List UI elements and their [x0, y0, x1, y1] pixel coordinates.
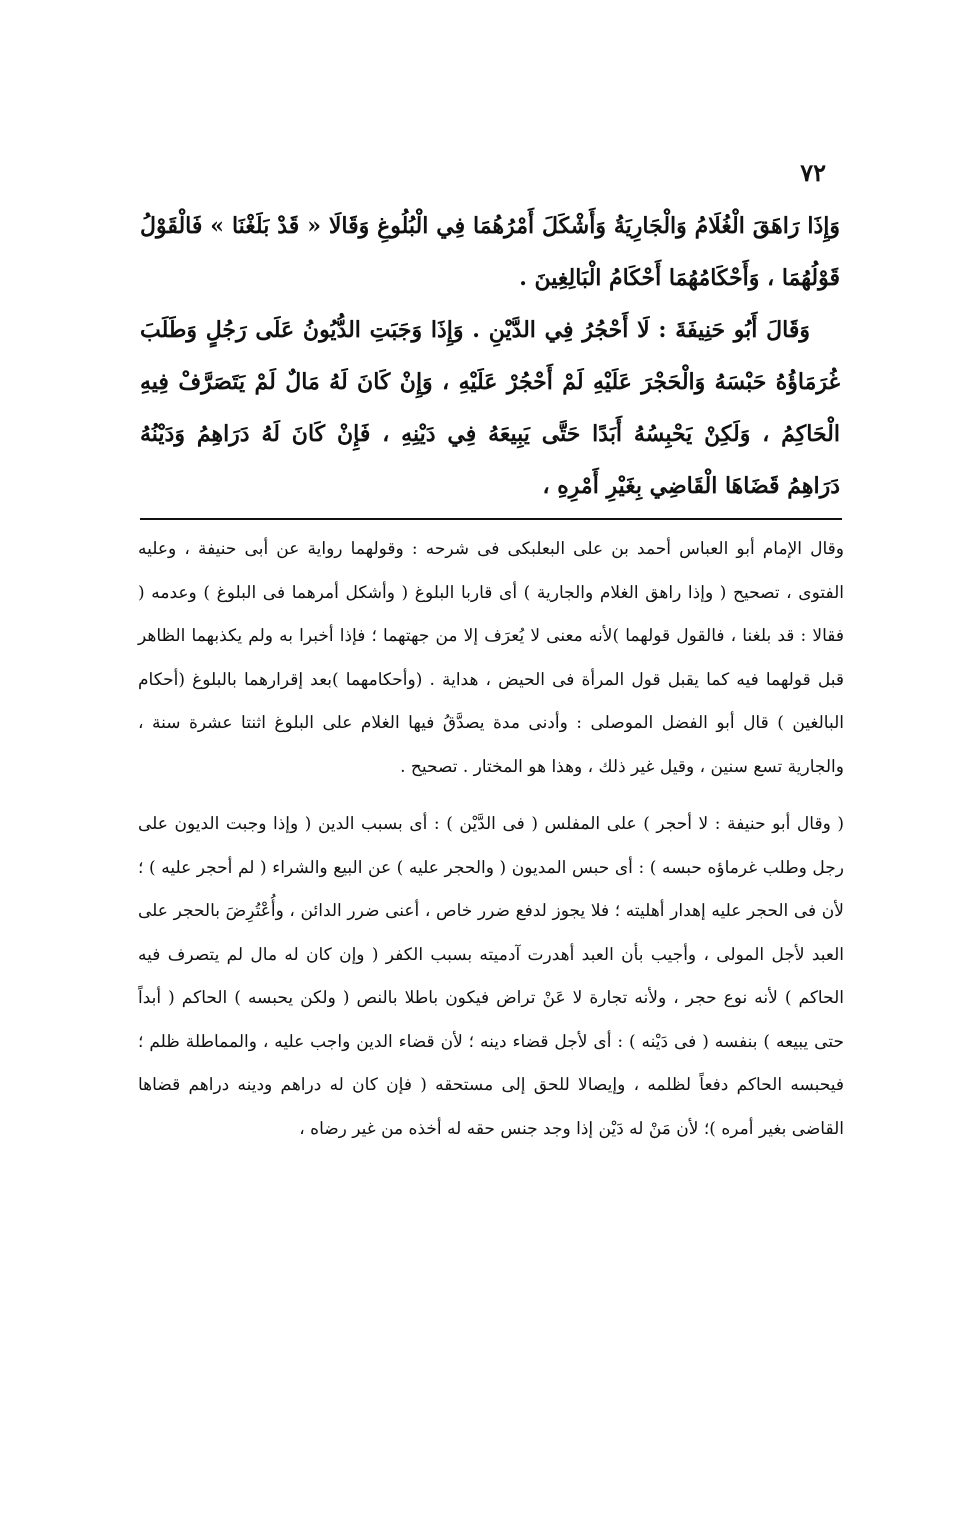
commentary-paragraph: وقال الإمام أبو العباس أحمد بن على البعلبكى فى شرحه : وقولهما رواية عن أبى حنيفة ، وعليه الفتوى ، تصحيح ( وإذا راهق الغلام والجارية ) أى قاربا البلوغ ( وأشكل أمرهما فى البلوغ ) وعدمه ( فقالا : قد بلغنا ، فالقول قولهما )لأنه معنى لا يُعرَف إلا من جهتهما ؛ فإذا أخبرا به ولم يكذبهما الظاهر قبل قولهما فيه كما يقبل قول المرأة فى الحيض ، هداية . (وأحكامهما )بعد إقرارهما بالبلوغ (أحكام البالغين ) قال أبو الفضل الموصلى : وأدنى مدة يصدَّقُ فيها الغلام على البلوغ اثنتا عشرة سنة ، والجارية تسع سنين ، وقيل غير ذلك ، وهذا هو المختار . تصحيح .: [138, 539, 845, 777]
commentary-paragraph: ( وقال أبو حنيفة : لا أحجر ) على المفلس ( فى الدَّيْن ) : أى بسبب الدين ( وإذا وجبت الديون على رجل وطلب غرماؤه حبسه ) : أى حبس المديون ( والحجر عليه ) عن البيع والشراء ( لم أحجر عليه ) ؛ لأن فى الحجر عليه إهدار أهليته ؛ فلا يجوز لدفع ضرر خاص ، أعنى ضرر الدائن ، وأُعْتُرِضَ بالحجر على العبد لأجل المولى ، وأجيب بأن العبد أهدرت آدميته بسبب الكفر ( وإن كان له مال لم يتصرف فيه الحاكم ) لأنه نوع حجر ، ولأنه تجارة لا عَنْ تراض فيكون باطلا بالنص ( ولكن يحبسه ) الحاكم ( أبداً حتى يبيعه ) بنفسه ( فى دَيْنه ) : أى لأجل قضاء دينه ؛ لأن قضاء الدين واجب عليه ، والمماطلة ظلم ؛ فيحبسه الحاكم دفعاً لظلمه ، وإيصالا للحق إلى مستحقه ( فإن كان له دراهم ودينه دراهم قضاها القاضى بغير أمره )؛ لأن مَنْ له دَيْن إذا وجد جنس حقه له أخذه من غير رضاه ،: [138, 814, 844, 1139]
page-number: ٧٢: [800, 158, 826, 187]
main-text-block: [140, 200, 840, 512]
main-paragraph: وَإِذَا رَاهَقَ الْغُلَامُ وَالْجَارِيَةُ وَأَشْكَلَ أَمْرُهُمَا فِي الْبُلُوغِ وَقَالَا « قَدْ بَلَغْنَا » فَالْقَوْلُ قَوْلُهُمَا ، وَأَحْكَامُهُمَا أَحْكَامُ الْبَالِغِينَ .: [140, 213, 840, 291]
section-divider: [140, 518, 842, 520]
main-paragraph: وَقَالَ أَبُو حَنِيفَةَ : لَا أَحْجُرُ فِي الدَّيْنِ . وَإِذَا وَجَبَتِ الدُّيُونُ عَلَى رَجُلٍ وَطَلَبَ غُرَمَاؤُهُ حَبْسَهُ وَالْحَجْرَ عَلَيْهِ لَمْ أَحْجُرْ عَلَيْهِ ، وَإِنْ كَانَ لَهُ مَالٌ لَمْ يَتَصَرَّفْ فِيهِ الْحَاكِمُ ، وَلَكِنْ يَحْبِسُهُ أَبَدًا حَتَّى يَبِيعَهُ فِي دَيْنِهِ ، فَإِنْ كَانَ لَهُ دَرَاهِمُ وَدَيْنُهُ دَرَاهِمُ قَضَاهَا الْقَاضِي بِغَيْرِ أَمْرِهِ ،: [140, 317, 840, 499]
commentary-block: [138, 528, 844, 1151]
